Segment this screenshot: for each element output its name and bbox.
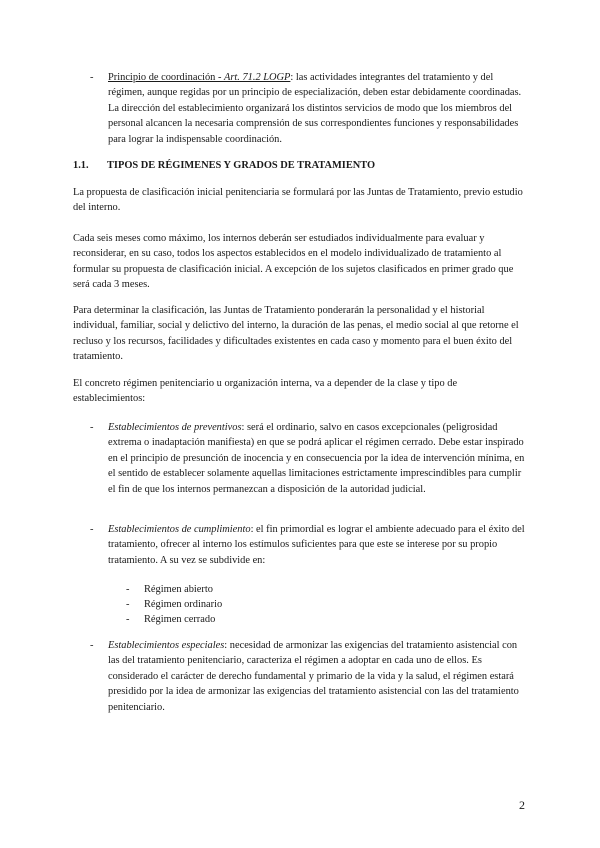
section-heading xyxy=(73,158,529,173)
paragraph-seis-meses: Cada seis meses como máximo, los internos deberán ser estudiados individualmente para evaluar y reconsiderar, en su caso, todos los aspectos establecidos en el modelo individualizado de tratamiento al formular su propuesta de clasificación inicial. A excepción de los sujetos clasificados en primer grado que será cada 3 meses. xyxy=(73,233,514,291)
bullet-especiales xyxy=(90,638,530,715)
sub-item-label: Régimen cerrado xyxy=(144,614,216,625)
cumplimiento-title: Establecimientos de cumplimiento xyxy=(108,524,251,535)
preventivos-title: Establecimientos de preventivos xyxy=(108,422,242,433)
especiales-text: : necesidad de armonizar las exigencias del tratamiento asistencial con las del tratamiento penitenciario, caracteriza el régimen a adoptar en cada uno de ellos. Es considerado el carácter de derecho fundamental y primario de la vida y la salud, el régimen estará presidido por la idea de armonizar las exigencias del tratamiento asistencial con las del tratamiento penitenciario. xyxy=(108,640,519,713)
sub-dash: - xyxy=(126,599,130,610)
page-number: 2 xyxy=(519,798,525,812)
sub-item-label: Régimen ordinario xyxy=(144,599,223,610)
paragraph-clasificacion: Para determinar la clasificación, las Juntas de Tratamiento ponderarán la personalidad y el historial individual, familiar, social y delictivo del interno, la duración de las penas, el medio social al que retorne el recluso y los recursos, facilidades y dificultades existentes en cada caso y momento para el buen éxito del tratamiento. xyxy=(73,305,519,363)
bullet-body xyxy=(108,70,530,147)
bullet-body xyxy=(108,420,530,497)
bullet-body xyxy=(108,638,530,715)
sub-item-regimen-ordinario xyxy=(126,597,222,612)
sub-dash: - xyxy=(126,614,130,625)
paragraph-regimen: El concreto régimen penitenciario u organización interna, va a depender de la clase y tipo de establecimientos: xyxy=(73,378,458,405)
coordinacion-text: : las actividades integrantes del tratamiento y del régimen, aunque regidas por un principio de especialización, deben estar debidamente coordinadas. La dirección del establecimiento organizará los distintos servicios de modo que los miembros del personal alcancen la necesaria comprensión de sus correspondientes funciones y responsabilidades para lograr la indispensable coordinación. xyxy=(108,72,522,145)
preventivos-text: : será el ordinario, salvo en casos excepcionales (peligrosidad extrema o inadaptación manifiesta) en que se podrá aplicar el régimen cerrado. Debe estar inspirado en el principio de presunción de inocencia y en consecuencia por la idea de intervención mínima, en el sentido de establecer solamente aquellas limitaciones estrictamente imprescindibles para cumplir el fin de que los internos permanezcan a disposición de la autoridad judicial. xyxy=(108,422,525,495)
bullet-dash: - xyxy=(90,524,94,535)
paragraph-propuesta: La propuesta de clasificación inicial penitenciaria se formulará por las Juntas de Tratamiento, previo estudio del interno. xyxy=(73,187,523,214)
bullet-body xyxy=(108,522,530,568)
bullet-cumplimiento xyxy=(90,522,530,568)
sub-item-regimen-abierto xyxy=(126,582,213,597)
bullet-dash: - xyxy=(90,422,94,433)
sub-item-label: Régimen abierto xyxy=(144,584,213,595)
especiales-title: Establecimientos especiales xyxy=(108,640,225,651)
coordinacion-title: Principio de coordinación - xyxy=(108,72,224,83)
bullet-coordinacion xyxy=(90,70,530,147)
cumplimiento-text: : el fin primordial es lograr el ambiente adecuado para el éxito del tratamiento, ofrecer al interno los estímulos suficientes para que este se interese por su propio tratamiento. A su vez se subdivide en: xyxy=(108,524,525,566)
coordinacion-ref: Art. 71.2 LOGP xyxy=(224,72,291,83)
bullet-preventivos xyxy=(90,420,530,497)
sub-item-regimen-cerrado xyxy=(126,612,215,627)
bullet-dash: - xyxy=(90,640,94,651)
section-title: TIPOS DE RÉGIMENES Y GRADOS DE TRATAMIENTO xyxy=(107,160,376,171)
section-number: 1.1. xyxy=(73,160,89,171)
bullet-dash: - xyxy=(90,72,94,83)
sub-dash: - xyxy=(126,584,130,595)
